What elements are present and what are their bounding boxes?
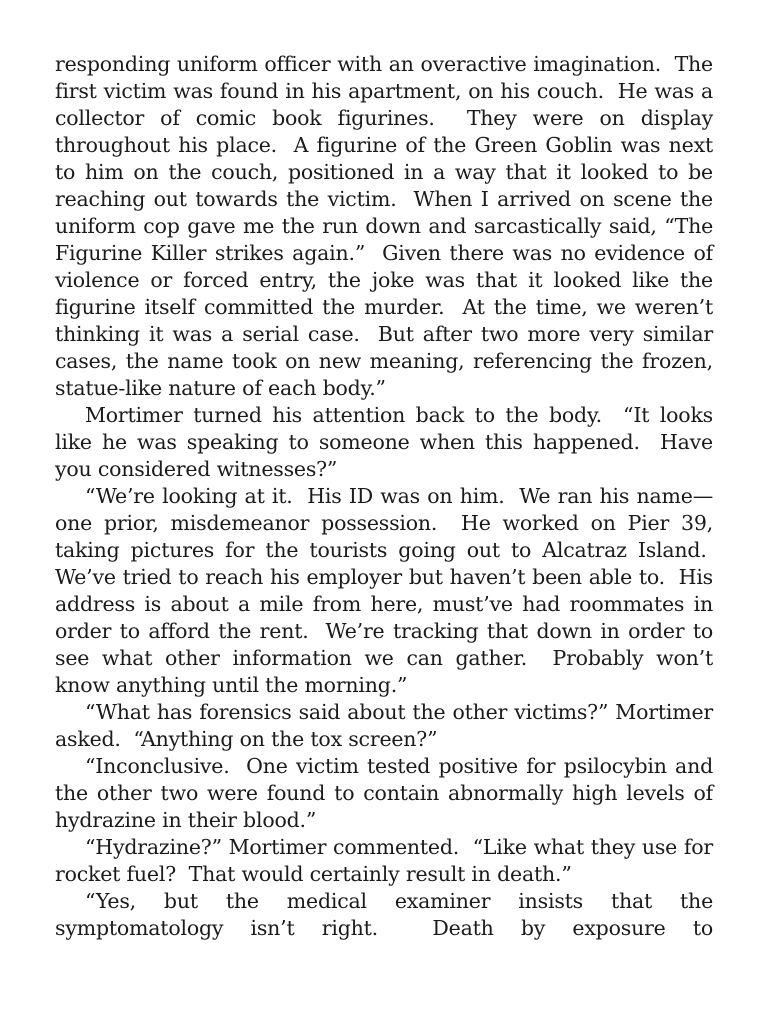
paragraph: “What has forensics said about the other victims?” Mortimer asked. “Anything on the tox screen?” bbox=[55, 700, 713, 751]
text-block bbox=[55, 51, 713, 942]
paragraph: responding uniform officer with an overactive imagination. The first victim was found in his apartment, on his couch. He was a collector of comic book figurines. They were on display throughout his place. A figurine of the Green Goblin was next to him on the couch, positioned in a way that it looked to be reaching out towards the victim. When I arrived on scene the uniform cop gave me the run down and sarcastically said, “The Figurine Killer strikes again.” Given there was no evidence of violence or forced entry, the joke was that it looked like the figurine itself committed the murder. At the time, we weren’t thinking it was a serial case. But after two more very similar cases, the name took on new meaning, referencing the frozen, statue-like nature of each body.” bbox=[55, 52, 713, 400]
paragraph: “Yes, but the medical examiner insists that the symptomatology isn’t right. Death by exposure to bbox=[55, 889, 713, 940]
paragraph: Mortimer turned his attention back to the body. “It looks like he was speaking to someone when this happened. Have you considered witnesses?” bbox=[55, 403, 713, 481]
paragraph: “We’re looking at it. His ID was on him. We ran his name—one prior, misdemeanor possession. He worked on Pier 39, taking pictures for the tourists going out to Alcatraz Island. We’ve tried to reach his employer but haven’t been able to. His address is about a mile from here, must’ve had roommates in order to afford the rent. We’re tracking that down in order to see what other information we can gather. Probably won’t know anything until the morning.” bbox=[55, 484, 713, 697]
paragraph: “Hydrazine?” Mortimer commented. “Like what they use for rocket fuel? That would certainly result in death.” bbox=[55, 835, 713, 886]
paragraph: “Inconclusive. One victim tested positive for psilocybin and the other two were found to contain abnormally high levels of hydrazine in their blood.” bbox=[55, 754, 713, 832]
